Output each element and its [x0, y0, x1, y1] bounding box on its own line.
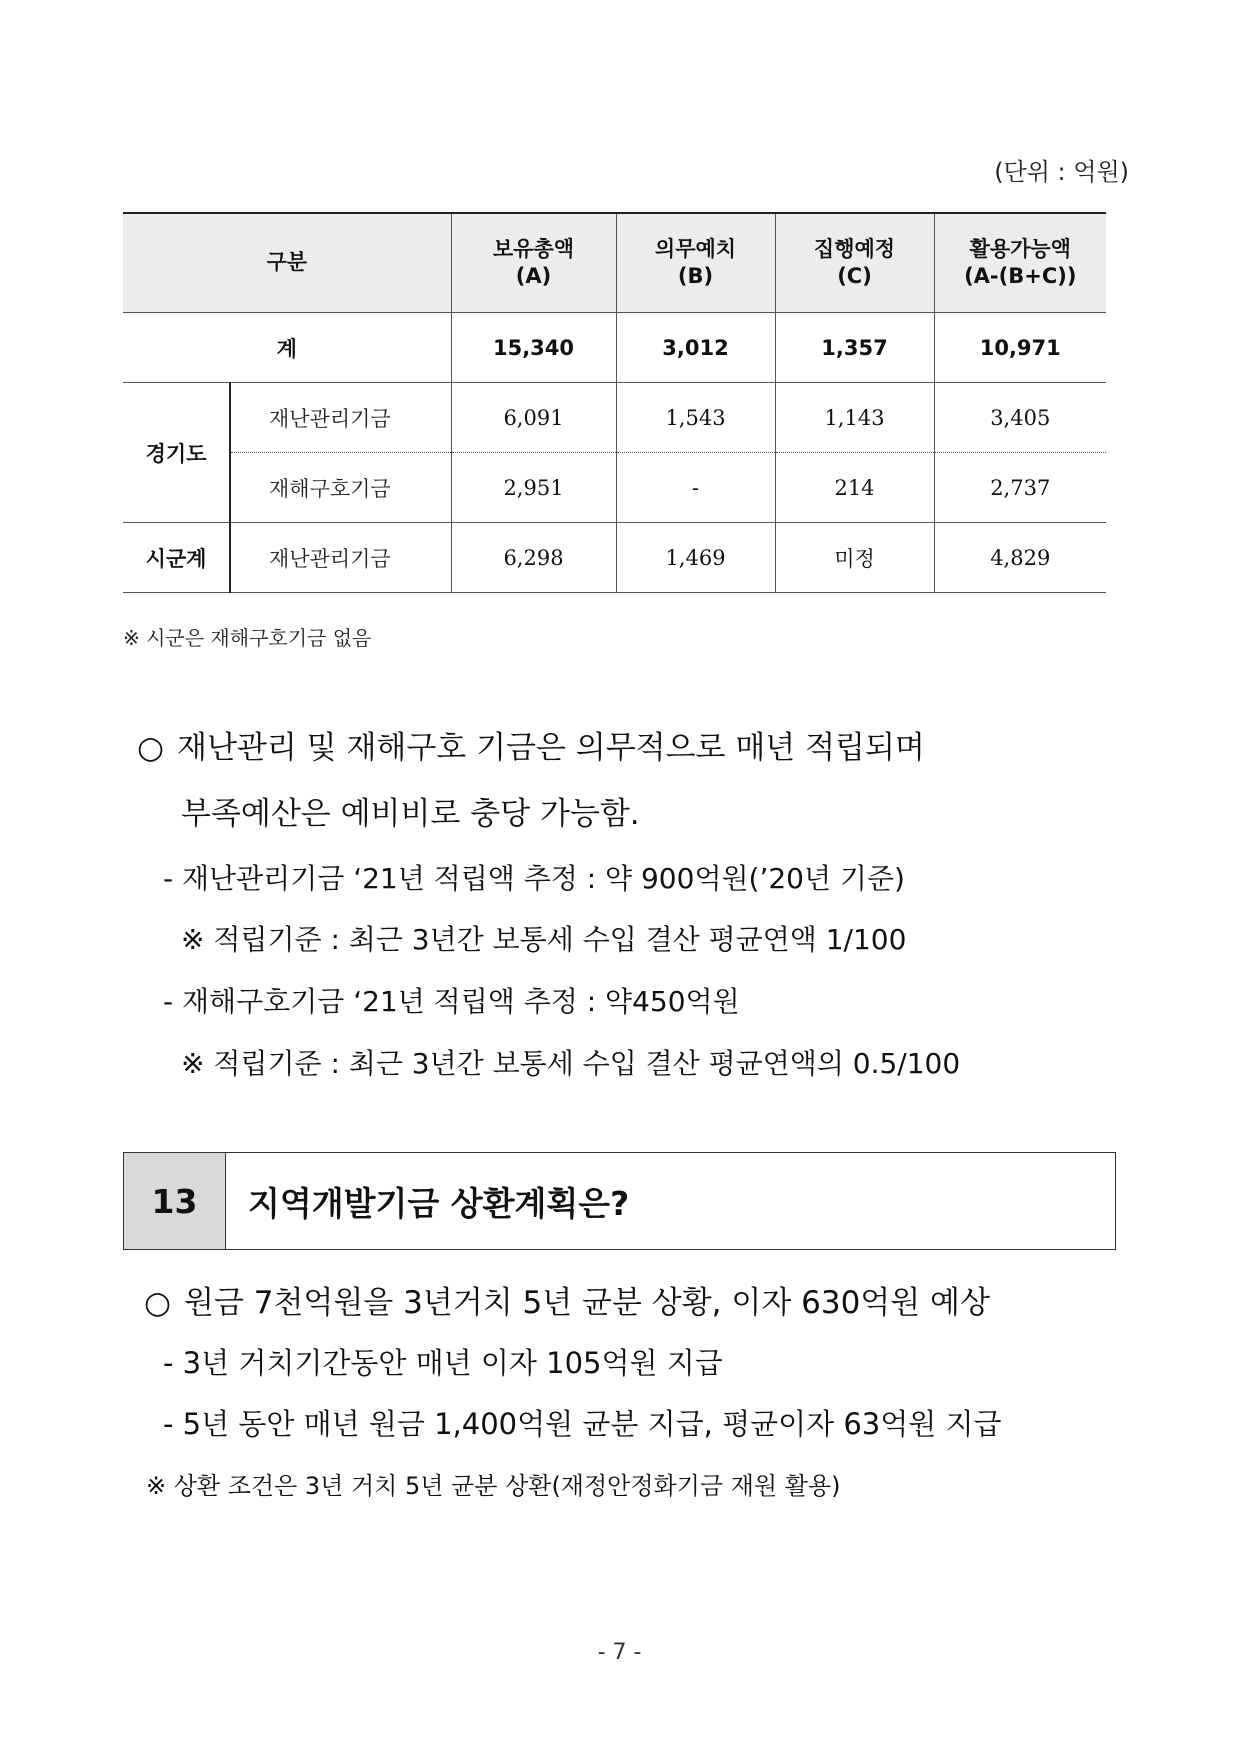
table-row	[123, 523, 1106, 593]
table-row	[123, 383, 1106, 453]
total-mandatory: 3,012	[616, 313, 775, 383]
group-label-sigun: 시군계	[123, 523, 230, 593]
footnote: ※ 상환 조건은 3년 거치 5년 균분 상환(재정안정화기금 재원 활용)	[146, 1472, 841, 1500]
cell-planned: 미정	[775, 523, 934, 593]
table-row	[123, 453, 1106, 523]
section-number: 13	[124, 1153, 226, 1249]
cell-available: 2,737	[934, 453, 1106, 523]
row-label: 재해구호기금	[230, 453, 451, 523]
cell-holding: 6,091	[451, 383, 616, 453]
cell-planned: 214	[775, 453, 934, 523]
bullet-text: 재난관리 및 재해구호 기금은 의무적으로 매년 적립되며	[177, 730, 925, 766]
cell-planned: 1,143	[775, 383, 934, 453]
total-planned: 1,357	[775, 313, 934, 383]
sub-item: - 3년 거치기간동안 매년 이자 105억원 지급	[163, 1346, 723, 1380]
table-row-total	[123, 313, 1106, 383]
header-available: 활용가능액 (A-(B+C))	[934, 213, 1106, 313]
total-available: 10,971	[934, 313, 1106, 383]
sub-item: - 재해구호기금 ‘21년 적립액 추정 : 약450억원	[163, 985, 740, 1018]
sub-note: ※ 적립기준 : 최근 3년간 보통세 수입 결산 평균연액 1/100	[181, 923, 907, 956]
cell-available: 4,829	[934, 523, 1106, 593]
bullet-paragraph	[144, 1277, 990, 1322]
circle-bullet-icon: ○	[144, 1285, 172, 1321]
bullet-text: 원금 7천억원을 3년거치 5년 균분 상황, 이자 630억원 예상	[184, 1285, 990, 1321]
total-label: 계	[123, 313, 451, 383]
cell-mandatory: 1,469	[616, 523, 775, 593]
unit-label: (단위 : 억원)	[994, 158, 1129, 186]
cell-available: 3,405	[934, 383, 1106, 453]
row-label: 재난관리기금	[230, 523, 451, 593]
header-category: 구분	[123, 213, 451, 313]
bullet-continuation: 부족예산은 예비비로 충당 가능함.	[181, 796, 640, 832]
page-number: - 7 -	[597, 1640, 642, 1665]
header-holding: 보유총액 (A)	[451, 213, 616, 313]
table-note: ※ 시군은 재해구호기금 없음	[123, 626, 372, 650]
cell-holding: 2,951	[451, 453, 616, 523]
sub-note: ※ 적립기준 : 최근 3년간 보통세 수입 결산 평균연액의 0.5/100	[181, 1047, 961, 1080]
row-label: 재난관리기금	[230, 383, 451, 453]
section-title: 지역개발기금 상환계획은?	[248, 1183, 630, 1223]
group-label-gyeonggi: 경기도	[123, 383, 230, 523]
header-mandatory: 의무예치 (B)	[616, 213, 775, 313]
sub-item: - 5년 동안 매년 원금 1,400억원 균분 지급, 평균이자 63억원 지급	[163, 1407, 1002, 1441]
bullet-paragraph	[137, 722, 925, 767]
header-planned: 집행예정 (C)	[775, 213, 934, 313]
table-header-row	[123, 213, 1106, 313]
sub-item: - 재난관리기금 ‘21년 적립액 추정 : 약 900억원(’20년 기준)	[163, 862, 905, 895]
fund-table	[123, 212, 1106, 593]
cell-mandatory: -	[616, 453, 775, 523]
total-holding: 15,340	[451, 313, 616, 383]
cell-holding: 6,298	[451, 523, 616, 593]
cell-mandatory: 1,543	[616, 383, 775, 453]
circle-bullet-icon: ○	[137, 730, 165, 766]
section-header	[123, 1152, 1116, 1250]
